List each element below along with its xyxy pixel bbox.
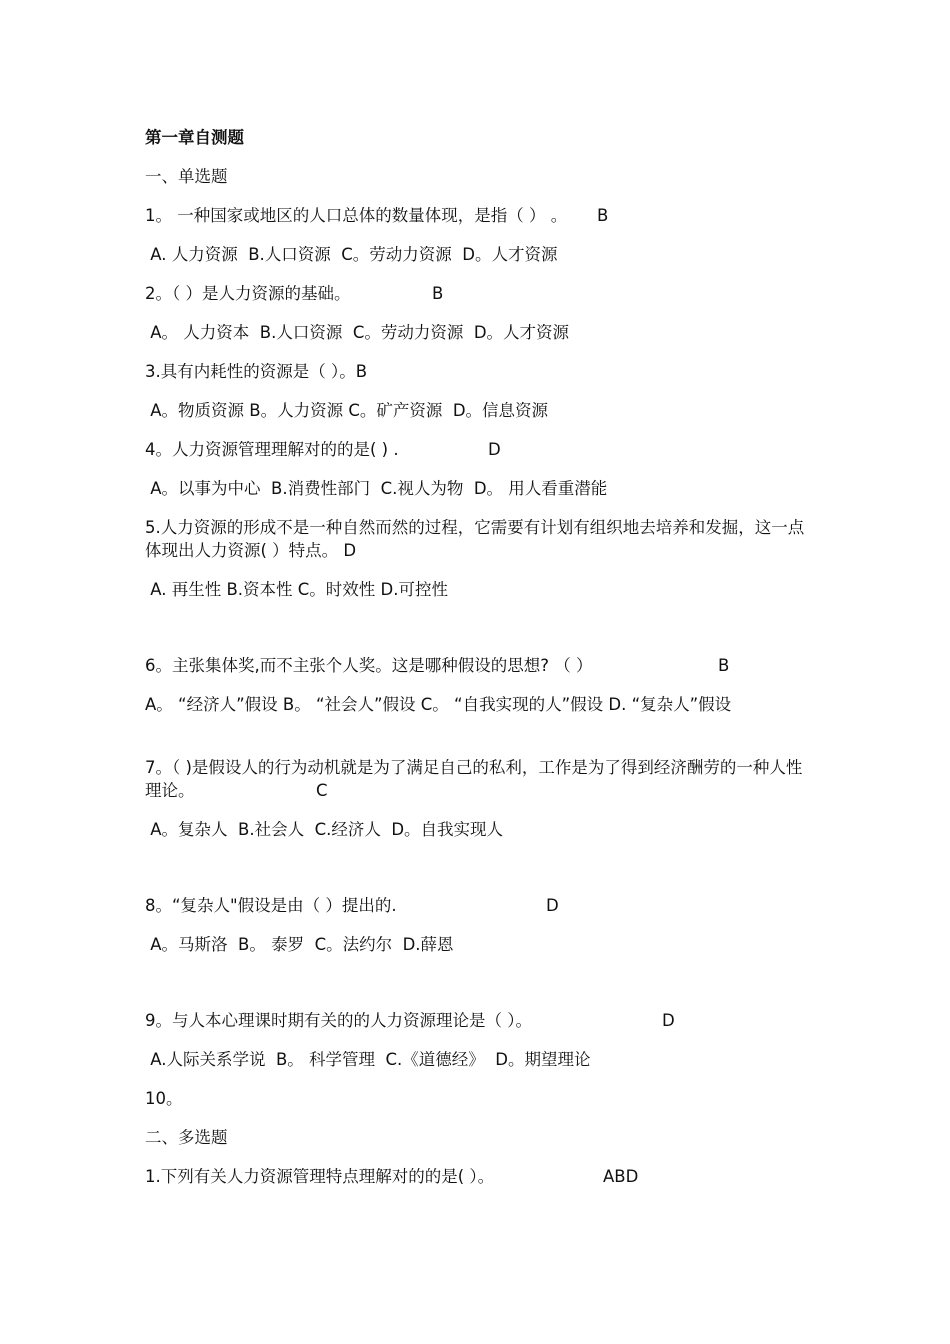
- question-options: A。马斯洛 B。 泰罗 C。法约尔 D.薛恩: [145, 935, 454, 954]
- question-options: A. 人力资源 B.人口资源 C。劳动力资源 D。人才资源: [145, 245, 558, 264]
- question-answer: D: [662, 1011, 675, 1030]
- question-stem: 3.具有内耗性的资源是（ ）。B: [145, 362, 368, 381]
- question-stem: 7。（ )是假设人的行为动机就是为了满足自己的私利，工作是为了得到经济酬劳的一种人性理论。: [145, 758, 803, 800]
- question-options: A。物质资源 B。人力资源 C。矿产资源 D。信息资源: [145, 401, 549, 420]
- question-stem: 2。（ ）是人力资源的基础。: [145, 284, 351, 303]
- question-stem: 8。“复杂人"假设是由（ ）提出的.: [145, 896, 397, 915]
- question-stem: 1.下列有关人力资源管理特点理解对的的是( ）。: [145, 1167, 495, 1186]
- chapter-title: 第一章自测题: [145, 128, 244, 147]
- question-stem: 9。与人本心理课时期有关的的人力资源理论是（ ）。: [145, 1011, 532, 1030]
- question-stem: 1。 一种国家或地区的人口总体的数量体现，是指（ ） 。: [145, 206, 568, 225]
- question-stem: 6。主张集体奖,而不主张个人奖。这是哪种假设的思想? （ ）: [145, 656, 593, 675]
- section-heading: 一、单选题: [145, 167, 228, 186]
- question-answer: B: [432, 284, 444, 303]
- question-options: A. 再生性 B.资本性 C。时效性 D.可控性: [145, 580, 449, 599]
- question-options: A。 “经济人”假设 B。 “社会人”假设 C。 “自我实现的人”假设 D. “复杂人”假设: [145, 695, 732, 714]
- question-options: A。复杂人 B.社会人 C.经济人 D。自我实现人: [145, 820, 504, 839]
- question-answer: D: [488, 440, 501, 459]
- question-options: A。 人力资本 B.人口资源 C。劳动力资源 D。人才资源: [145, 323, 570, 342]
- question-options: A.人际关系学说 B。 科学管理 C.《道德经》 D。期望理论: [145, 1050, 591, 1069]
- question-answer: C: [316, 781, 328, 800]
- question-options: A。以事为中心 B.消费性部门 C.视人为物 D。 用人看重潜能: [145, 479, 608, 498]
- question-answer: ABD: [603, 1167, 639, 1186]
- question-stem: 5.人力资源的形成不是一种自然而然的过程，它需要有计划有组织地去培养和发掘，这一点体现出人力资源( ）特点。 D: [145, 518, 805, 560]
- question-stem: 10。: [145, 1089, 183, 1108]
- question-answer: D: [546, 896, 559, 915]
- question-stem: 4。人力资源管理理解对的的是( ) .: [145, 440, 399, 459]
- question-answer: B: [718, 656, 730, 675]
- section-heading: 二、多选题: [145, 1128, 228, 1147]
- question-answer: B: [597, 206, 609, 225]
